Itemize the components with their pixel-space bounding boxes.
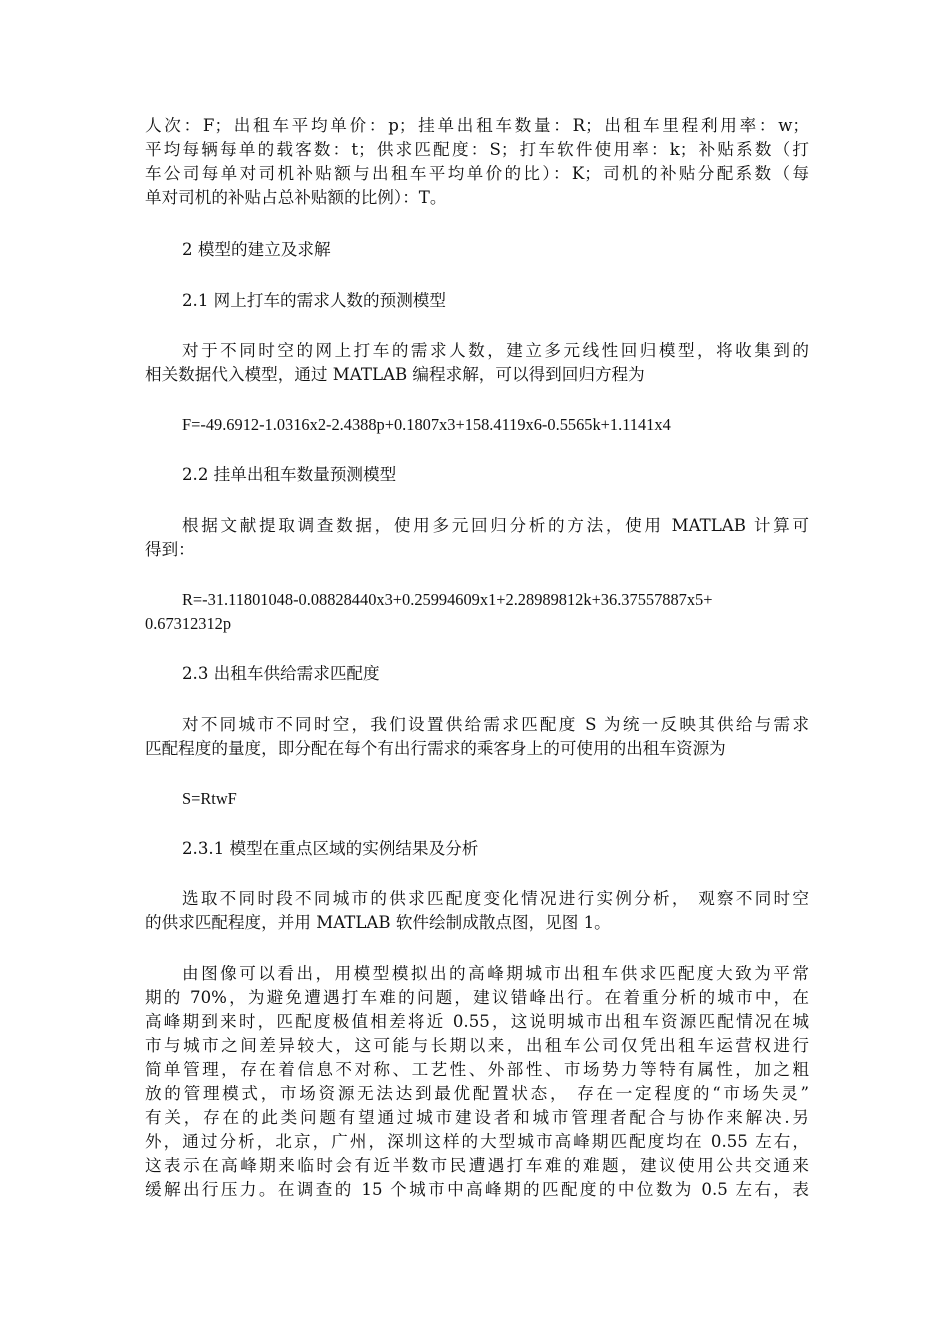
paragraph-2-1 <box>145 339 809 387</box>
paragraph-line: 简单管理，存在着信息不对称、工艺性、外部性、市场势力等特有属性，加之粗 <box>145 1060 809 1079</box>
section-heading-2 <box>145 238 809 262</box>
paragraph-line: 选取不同时段不同城市的供求匹配度变化情况进行实例分析， 观察不同时空 <box>182 889 809 908</box>
formula-s <box>145 787 809 811</box>
paragraph-2-3-1 <box>145 887 809 935</box>
formula-text: R=-31.11801048-0.08828440x3+0.25994609x1+2.28989812k+36.37557887x5+ <box>182 590 713 609</box>
paragraph-line: 外，通过分析，北京，广州，深圳这样的大型城市高峰期匹配度均在 0.55 左右， <box>145 1132 809 1151</box>
paragraph-2-3 <box>145 713 809 761</box>
paragraph-line: 市与城市之间差异较大，这可能与长期以来，出租车公司仅凭出租车运营权进行 <box>145 1036 809 1055</box>
intro-line: 平均每辆每单的载客数：t；供求匹配度：S；打车软件使用率：k；补贴系数（打 <box>145 140 809 159</box>
intro-paragraph <box>145 114 809 210</box>
paragraph-line: 匹配程度的量度，即分配在每个有出行需求的乘客身上的可使用的出租车资源为 <box>145 739 726 758</box>
paragraph-line: 得到： <box>145 540 195 559</box>
paragraph-line: 的供求匹配程度，并用 MATLAB 软件绘制成散点图，见图 1。 <box>145 913 611 932</box>
paragraph-line: 根据文献提取调查数据，使用多元回归分析的方法，使用 MATLAB 计算可 <box>182 516 809 535</box>
section-heading-2-3 <box>145 662 809 686</box>
paragraph-line: 由图像可以看出，用模型模拟出的高峰期城市出租车供求匹配度大致为平常 <box>182 964 809 983</box>
formula-text: S=RtwF <box>182 789 237 808</box>
paragraph-line: 放的管理模式，市场资源无法达到最优配置状态， 存在一定程度的“市场失灵” <box>145 1084 809 1103</box>
paragraph-line: 高峰期到来时，匹配度极值相差将近 0.55，这说明城市出租车资源匹配情况在城 <box>145 1012 809 1031</box>
intro-line: 车公司每单对司机补贴额与出租车平均单价的比）：K；司机的补贴分配系数（每 <box>145 164 809 183</box>
heading-text: 2 模型的建立及求解 <box>182 240 331 259</box>
paragraph-2-2 <box>145 514 809 562</box>
formula-r <box>145 588 809 636</box>
formula-text: F=-49.6912-1.0316x2-2.4388p+0.1807x3+158.4119x6-0.5565k+1.1141x4 <box>182 415 671 434</box>
section-heading-2-1 <box>145 289 809 313</box>
paragraph-line: 对不同城市不同时空，我们设置供给需求匹配度 S 为统一反映其供给与需求 <box>182 715 809 734</box>
formula-text: 0.67312312p <box>145 614 232 633</box>
formula-f <box>145 413 809 437</box>
heading-text: 2.3 出租车供给需求匹配度 <box>182 664 380 683</box>
paragraph-line: 缓解出行压力。在调查的 15 个城市中高峰期的匹配度的中位数为 0.5 左右，表 <box>145 1180 809 1199</box>
heading-text: 2.1 网上打车的需求人数的预测模型 <box>182 291 446 310</box>
paragraph-line: 期的 70%，为避免遭遇打车难的问题，建议错峰出行。在着重分析的城市中，在 <box>145 988 809 1007</box>
paragraph-line: 相关数据代入模型，通过 MATLAB 编程求解，可以得到回归方程为 <box>145 365 645 384</box>
section-heading-2-3-1 <box>145 837 809 861</box>
paragraph-line: 对于不同时空的网上打车的需求人数，建立多元线性回归模型，将收集到的 <box>182 341 809 360</box>
paragraph-line: 这表示在高峰期来临时会有近半数市民遭遇打车难的难题，建议使用公共交通来 <box>145 1156 809 1175</box>
heading-text: 2.2 挂单出租车数量预测模型 <box>182 465 397 484</box>
analysis-paragraph <box>145 962 809 1202</box>
paragraph-line: 有关，存在的此类问题有望通过城市建设者和城市管理者配合与协作来解决.另 <box>145 1108 809 1127</box>
section-heading-2-2 <box>145 463 809 487</box>
heading-text: 2.3.1 模型在重点区域的实例结果及分析 <box>182 839 479 858</box>
intro-line: 人次：F；出租车平均单价：p；挂单出租车数量：R；出租车里程利用率：w； <box>145 116 809 135</box>
intro-line: 单对司机的补贴占总补贴额的比例）：T。 <box>145 188 447 207</box>
